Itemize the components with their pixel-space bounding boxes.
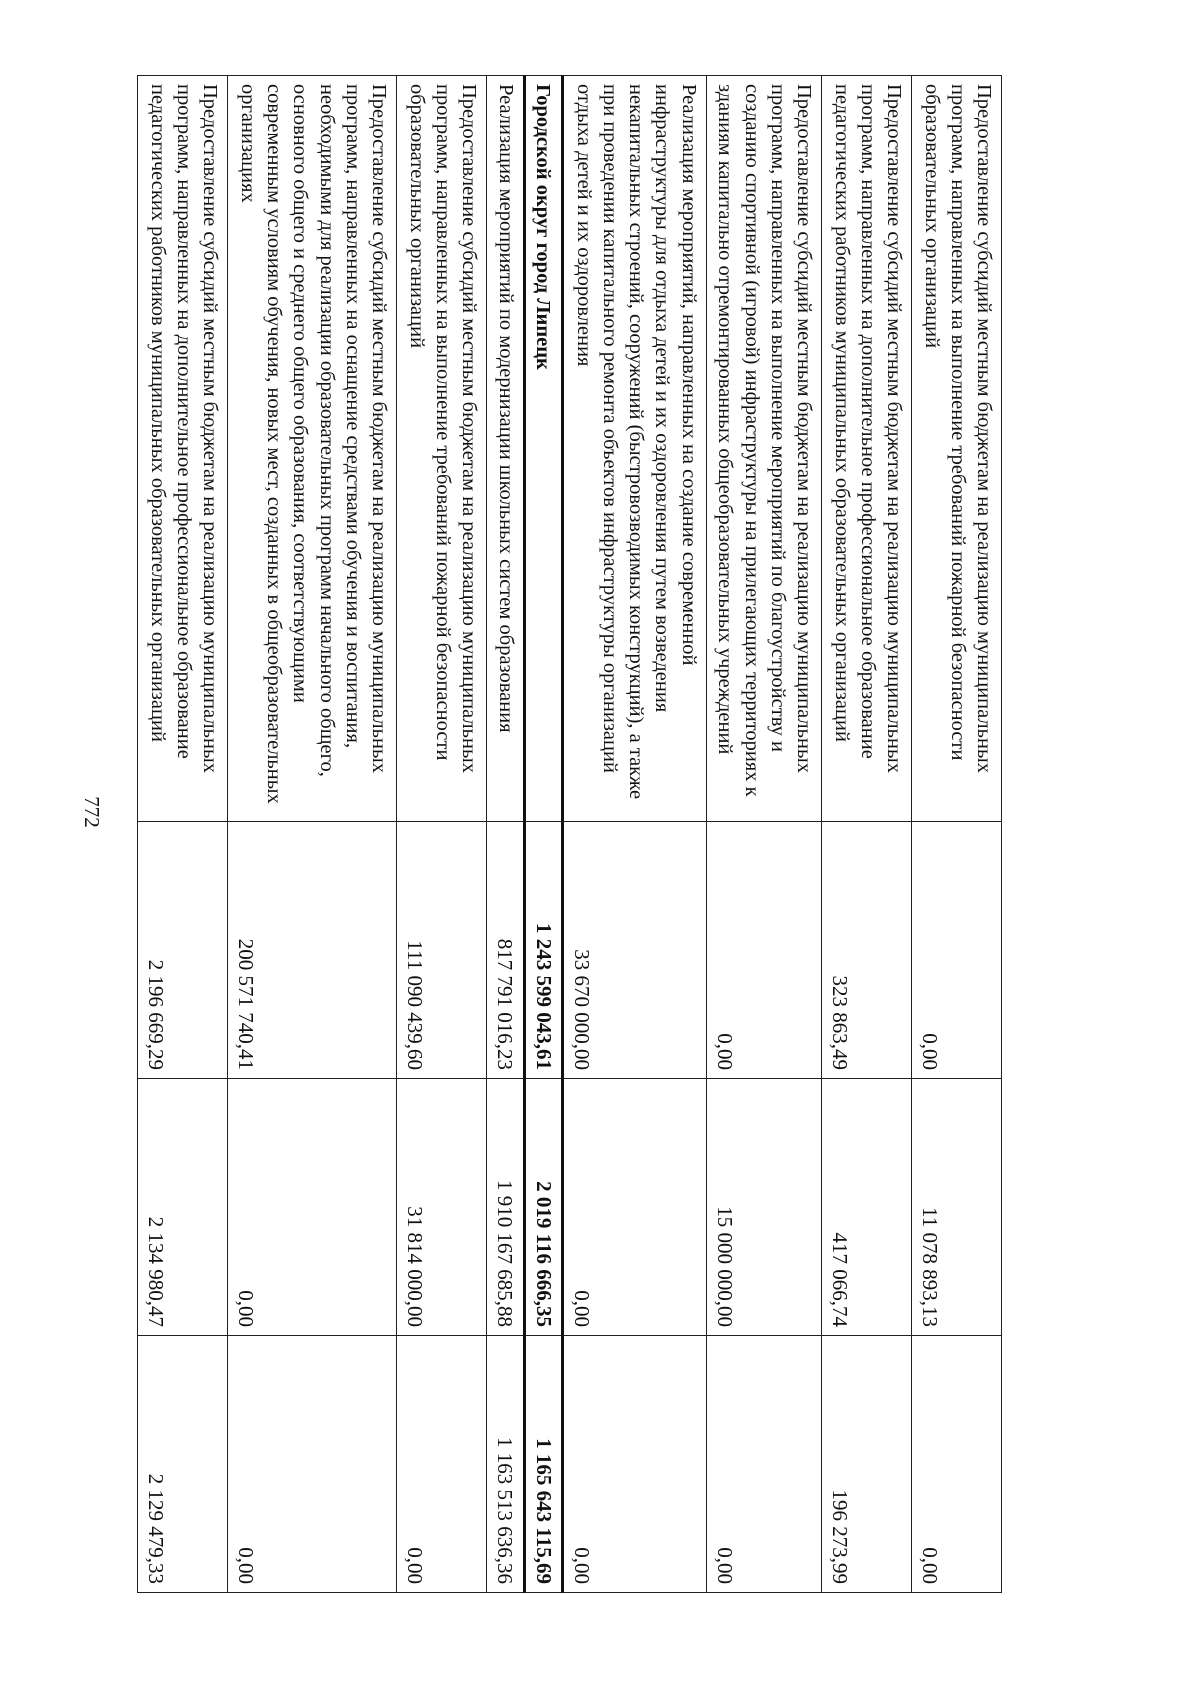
row-value-2: 2 134 980,47: [138, 1079, 228, 1336]
row-description: Реализация мероприятий по модернизации школьных систем образования: [486, 76, 524, 822]
row-description: Предоставление субсидий местным бюджетам на реализацию муниципальных программ, направленных на дополнительное профессиональное образование педагогических работников муниципальных образовательных организаций: [138, 76, 228, 822]
table-row: [397, 76, 487, 1593]
table-row: [138, 76, 228, 1593]
row-description: Предоставление субсидий местным бюджетам на реализацию муниципальных программ, направленных на дополнительное профессиональное образование педагогических работников муниципальных образовательных организаций: [822, 76, 912, 822]
row-description: Предоставление субсидий местным бюджетам на реализацию муниципальных программ, направленных на выполнение требований пожарной безопасности образовательных организаций: [397, 76, 487, 822]
row-value-2: 2 019 116 666,35: [524, 1079, 563, 1336]
row-value-3: 1 163 513 636,36: [486, 1336, 524, 1593]
table-row-total: [524, 76, 563, 1593]
row-value-3: 0,00: [228, 1336, 397, 1593]
row-description: Предоставление субсидий местным бюджетам на реализацию муниципальных программ, направленных на выполнение мероприятий по благоустройству и созданию спортивной (игровой) инфраструктуры на прилегающих территориях к зданиям капитально отремонтированных общеобразовательных учреждений: [706, 76, 821, 822]
row-value-2: 1 910 167 685,88: [486, 1079, 524, 1336]
row-value-3: 0,00: [397, 1336, 487, 1593]
row-value-1: 0,00: [912, 822, 1002, 1079]
row-value-3: 196 273,99: [822, 1336, 912, 1593]
row-value-1: 2 196 669,29: [138, 822, 228, 1079]
row-value-1: 200 571 740,41: [228, 822, 397, 1079]
page-number: 772: [80, 796, 104, 828]
row-value-3: 0,00: [706, 1336, 821, 1593]
row-value-1: 1 243 599 043,61: [524, 822, 563, 1079]
table-row: [563, 76, 706, 1593]
row-value-3: 0,00: [563, 1336, 706, 1593]
row-value-2: 15 000 000,00: [706, 1079, 821, 1336]
row-value-1: 817 791 016,23: [486, 822, 524, 1079]
row-value-2: 0,00: [228, 1079, 397, 1336]
budget-table-body: [138, 76, 1002, 1593]
table-row: [486, 76, 524, 1593]
row-value-1: 111 090 439,60: [397, 822, 487, 1079]
row-value-2: 31 814 000,00: [397, 1079, 487, 1336]
table-row: [706, 76, 821, 1593]
table-row: [912, 76, 1002, 1593]
row-description: Реализация мероприятий, направленных на создание современной инфраструктуры для отдыха детей и их оздоровления путем возведения некапитальных строений, сооружений (быстровозводимых конструкций), а также при проведении капитального ремонта объектов инфраструктуры организаций отдыха детей и их оздоровления: [563, 76, 706, 822]
row-description: Предоставление субсидий местным бюджетам на реализацию муниципальных программ, направленных на выполнение требований пожарной безопасности образовательных организаций: [912, 76, 1002, 822]
row-value-2: 417 066,74: [822, 1079, 912, 1336]
table-row: [822, 76, 912, 1593]
row-value-3: 0,00: [912, 1336, 1002, 1593]
row-value-2: 0,00: [563, 1079, 706, 1336]
budget-table: [137, 75, 1002, 1593]
row-value-1: 0,00: [706, 822, 821, 1079]
row-description: Предоставление субсидий местным бюджетам на реализацию муниципальных программ, направленных на оснащение средствами обучения и воспитания, необходимыми для реализации образовательных программ начального общего, основного общего и среднего общего образования, соответствующими современным условиям обучения, новых мест, созданных в общеобразовательных организациях: [228, 76, 397, 822]
row-value-1: 33 670 000,00: [563, 822, 706, 1079]
row-value-3: 1 165 643 115,69: [524, 1336, 563, 1593]
rotated-table-container: [137, 75, 1002, 1592]
row-value-3: 2 129 479,33: [138, 1336, 228, 1593]
table-row: [228, 76, 397, 1593]
row-value-1: 323 863,49: [822, 822, 912, 1079]
row-description: Городской округ город Липецк: [524, 76, 563, 822]
row-value-2: 11 078 893,13: [912, 1079, 1002, 1336]
